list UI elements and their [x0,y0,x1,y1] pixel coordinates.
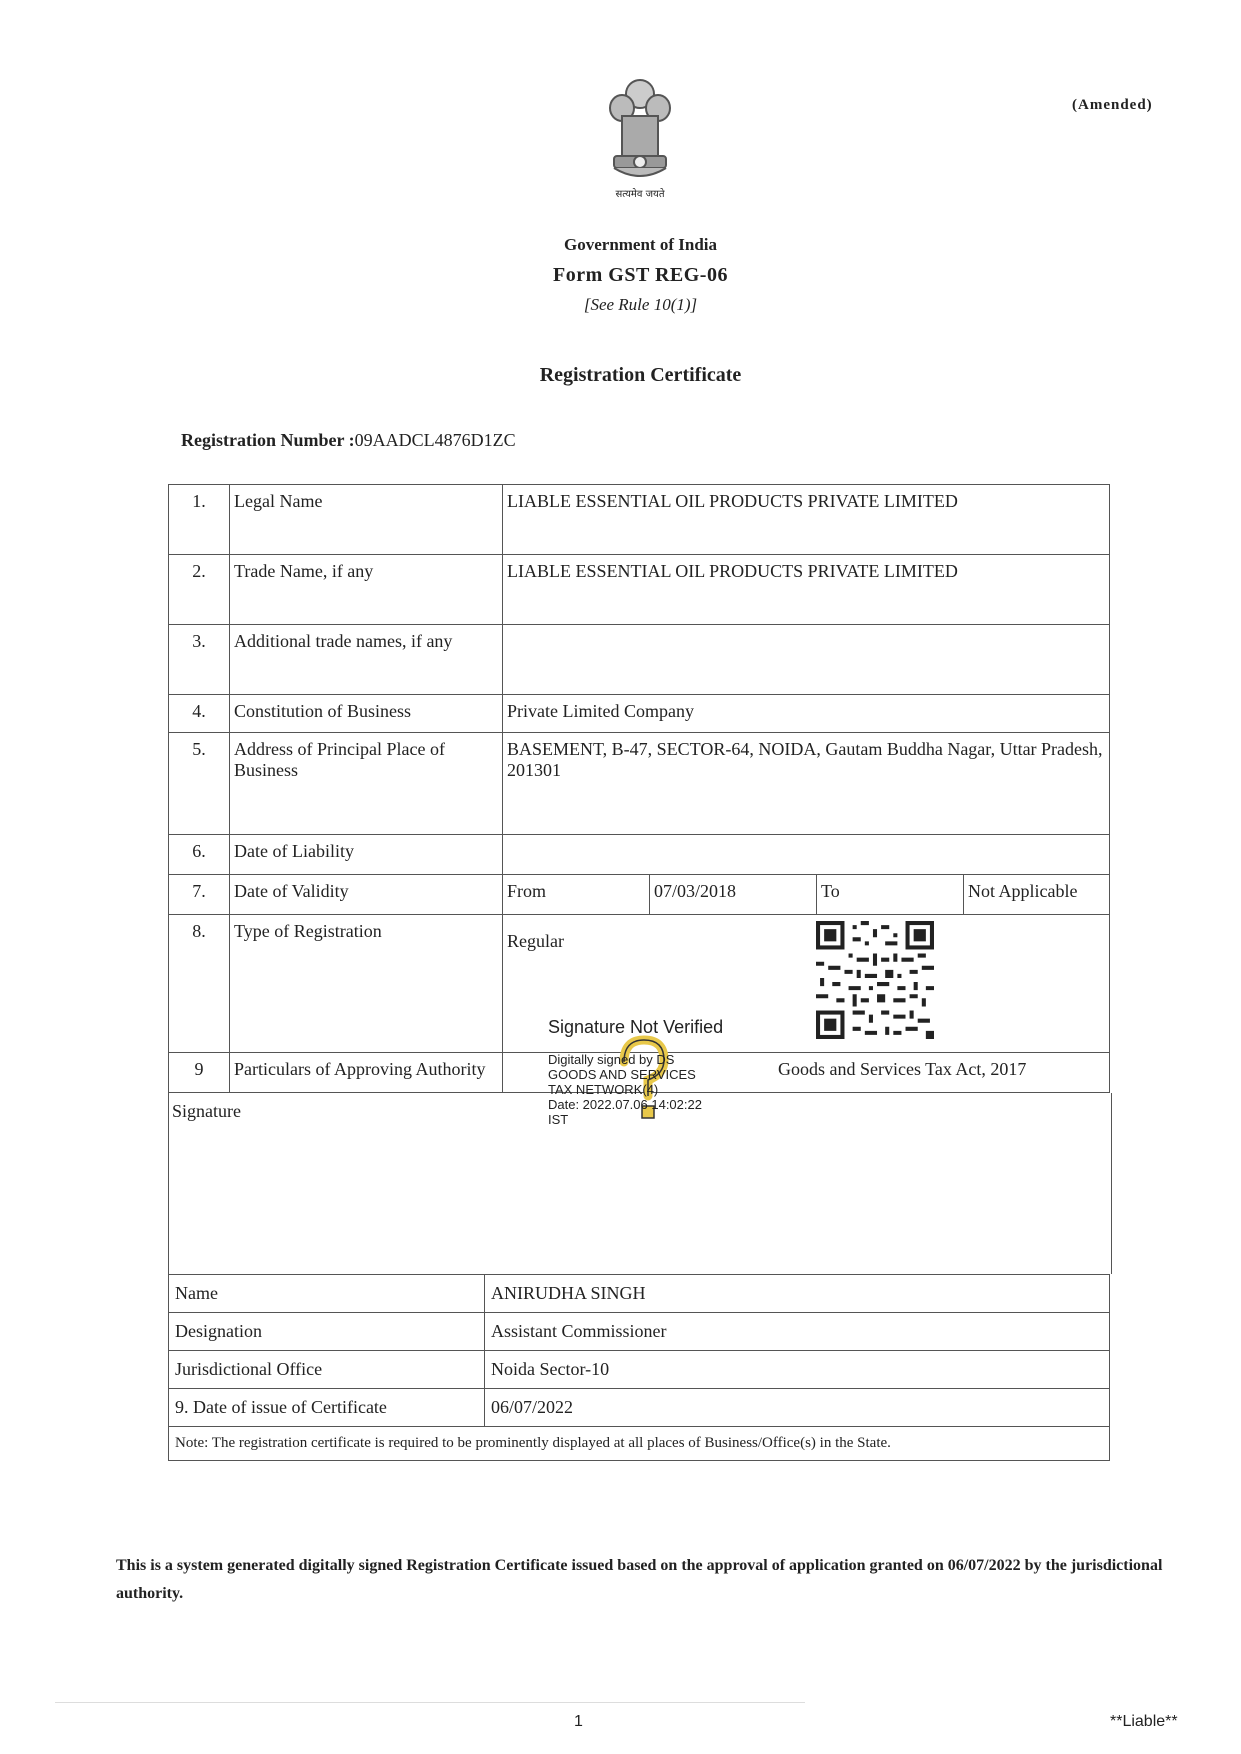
liability-date-value [503,835,1110,875]
signature-date: Date: 2022.07.06 14:02:22 [548,1097,702,1112]
table-row [169,1313,1110,1351]
additional-names-value [503,625,1110,695]
table-row [169,555,1110,625]
registration-number [181,430,516,451]
row-number: 9 [169,1053,230,1093]
table-row [169,733,1110,835]
designation-value: Assistant Commissioner [485,1313,1110,1351]
watermark-text: **Liable** [1110,1713,1178,1730]
signature-details [548,1052,723,1127]
row-number: 1. [169,485,230,555]
address-value: BASEMENT, B-47, SECTOR-64, NOIDA, Gautam Buddha Nagar, Uttar Pradesh, 201301 [503,733,1110,835]
validity-from-label: From [503,875,650,915]
table-row [169,625,1110,695]
row-number: 8. [169,915,230,1053]
validity-to-value: Not Applicable [964,875,1110,915]
row-number: 6. [169,835,230,875]
legal-name-value: LIABLE ESSENTIAL OIL PRODUCTS PRIVATE LIMITED [503,485,1110,555]
trade-name-value: LIABLE ESSENTIAL OIL PRODUCTS PRIVATE LIMITED [503,555,1110,625]
qr-code-icon [816,921,934,1039]
registration-number-label: Registration Number : [181,430,355,450]
table-row [169,835,1110,875]
table-row [169,875,1110,915]
row-number: 5. [169,733,230,835]
signature-line: GOODS AND SERVICES [548,1067,696,1082]
jurisdictional-office-value: Noida Sector-10 [485,1351,1110,1389]
rule-reference: [See Rule 10(1)] [583,295,698,314]
approving-authority-value: Goods and Services Tax Act, 2017 [503,1053,1110,1093]
system-generated-notice: This is a system generated digitally signed Registration Certificate issued based on the approval of application granted on 06/07/2022 by the jurisdictional authority. [116,1557,1163,1602]
digital-signature-stamp [548,1017,723,1127]
officer-details-table [168,1274,1110,1461]
validity-to-label: To [817,875,964,915]
emblem-motto: सत्यमेव जयते [615,189,665,200]
signature-status: Signature Not Verified [548,1017,724,1037]
row-label: Type of Registration [230,915,503,1053]
jurisdictional-office-label: Jurisdictional Office [169,1351,485,1389]
page-number: 1 [574,1713,583,1730]
national-emblem-icon [600,72,680,202]
table-row [169,485,1110,555]
row-number: 7. [169,875,230,915]
row-label: Trade Name, if any [230,555,503,625]
validity-from-value: 07/03/2018 [650,875,817,915]
registration-details-table [168,484,1110,1093]
amended-label: (Amended) [1072,97,1153,113]
row-number: 3. [169,625,230,695]
government-title: Government of India [564,235,717,254]
registration-number-value: 09AADCL4876D1ZC [354,430,516,450]
signature-line: TAX NETWORK(4) [548,1082,659,1097]
row-label: Particulars of Approving Authority [230,1053,503,1093]
signature-line: IST [548,1112,569,1127]
signature-label: Signature [172,1101,241,1121]
issue-date-value: 06/07/2022 [485,1389,1110,1427]
row-label: Address of Principal Place of Business [230,733,503,835]
row-label: Date of Liability [230,835,503,875]
table-row [169,695,1110,733]
table-row [169,1351,1110,1389]
signature-line: Digitally signed by DS [548,1052,675,1067]
certificate-title: Registration Certificate [539,364,742,386]
table-row [169,1275,1110,1313]
table-row [169,1389,1110,1427]
row-label: Legal Name [230,485,503,555]
officer-name-label: Name [169,1275,485,1313]
form-title: Form GST REG-06 [553,264,728,286]
row-label: Date of Validity [230,875,503,915]
footer-divider [55,1702,805,1703]
row-label: Constitution of Business [230,695,503,733]
officer-name-value: ANIRUDHA SINGH [485,1275,1110,1313]
constitution-value: Private Limited Company [503,695,1110,733]
issue-date-label: 9. Date of issue of Certificate [169,1389,485,1427]
designation-label: Designation [169,1313,485,1351]
row-number: 4. [169,695,230,733]
display-note: Note: The registration certificate is required to be prominently displayed at all places of Business/Office(s) in the State. [169,1427,1110,1461]
table-row [169,1427,1110,1461]
row-label: Additional trade names, if any [230,625,503,695]
registration-type-value: Regular [503,915,1110,1053]
row-number: 2. [169,555,230,625]
